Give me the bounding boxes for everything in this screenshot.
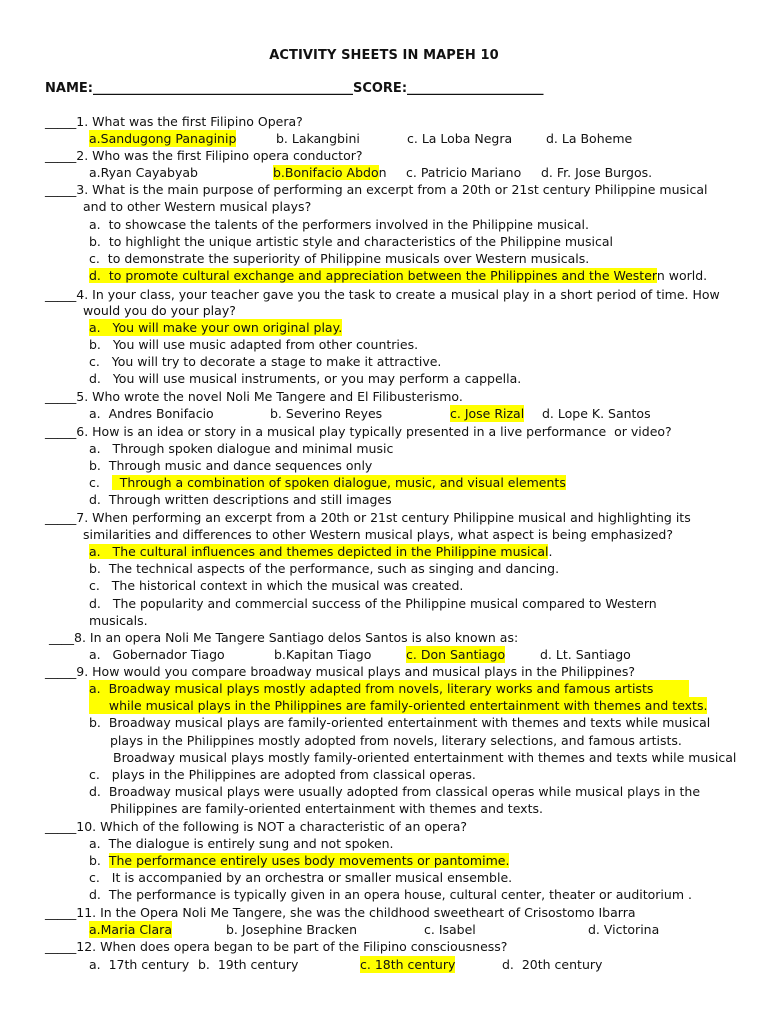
q9-option-c-line1: Broadway musical plays mostly family-oriented entertainment with themes and texts while musical xyxy=(113,750,737,765)
q4-option-d: d. You will use musical instruments, or you may perform a cappella. xyxy=(89,371,522,386)
q3-option-c: c. to demonstrate the superiority of Philippine musicals over Western musicals. xyxy=(89,251,590,266)
q2-option-c: c. Patricio Mariano xyxy=(406,165,522,180)
q7-option-a-highlight: a. The cultural influences and themes depicted in the Philippine musical xyxy=(89,544,549,559)
q1-stem: _____1. What was the first Filipino Opera? xyxy=(45,114,303,129)
name-score-line xyxy=(45,80,544,97)
q9-option-d-line1: d. Broadway musical plays were usually adopted from classical operas while musical plays in the xyxy=(89,784,701,799)
name-label: NAME: xyxy=(45,81,93,96)
q7-option-b: b. The technical aspects of the performance, such as singing and dancing. xyxy=(89,561,560,576)
q2-option-a: a.Ryan Cayabyab xyxy=(89,165,198,180)
q5-option-a: a. Andres Bonifacio xyxy=(89,406,214,421)
page-title: ACTIVITY SHEETS IN MAPEH 10 xyxy=(269,48,499,63)
score-label: SCORE: xyxy=(352,81,408,96)
q3-stem-line1: _____3. What is the main purpose of performing an excerpt from a 20th or 21st century Philippine musical xyxy=(45,182,708,197)
q7-option-a-rest: . xyxy=(548,544,553,559)
q5-option-d: d. Lope K. Santos xyxy=(542,406,651,421)
q7-option-c: c. The historical context in which the musical was created. xyxy=(89,578,464,593)
q12-option-d: d. 20th century xyxy=(502,957,603,972)
q10-option-b xyxy=(89,852,509,869)
q6-option-d: d. Through written descriptions and still images xyxy=(89,492,392,507)
q10-option-b-label: b. xyxy=(89,853,101,868)
q7-option-d-line2: musicals. xyxy=(89,613,148,628)
q2-option-d: d. Fr. Jose Burgos. xyxy=(541,165,653,180)
q8-option-a: a. Gobernador Tiago xyxy=(89,647,225,662)
q7-option-a xyxy=(89,543,552,560)
q10-option-b-highlight: The performance entirely uses body movements or pantomime. xyxy=(108,853,510,868)
q4-option-c: c. You will try to decorate a stage to make it attractive. xyxy=(89,354,442,369)
q4-option-a: a. You will make your own original play. xyxy=(89,320,343,335)
q11-option-a: a.Maria Clara xyxy=(89,922,172,937)
q8-option-c: c. Don Santiago xyxy=(406,647,506,662)
q9-option-c-line2: c. plays in the Philippines are adopted from classical operas. xyxy=(89,767,476,782)
q10-option-c: c. It is accompanied by an orchestra or smaller musical ensemble. xyxy=(89,870,513,885)
q7-stem-line2: similarities and differences to other Western musical plays, what aspect is being emphasized? xyxy=(83,527,673,542)
q1-option-d: d. La Boheme xyxy=(546,131,633,146)
q8-stem: ____8. In an opera Noli Me Tangere Santiago delos Santos is also known as: xyxy=(49,630,519,645)
q5-option-c: c. Jose Rizal xyxy=(450,406,525,421)
q8-option-b: b.Kapitan Tiago xyxy=(274,647,372,662)
q1-option-b: b. Lakangbini xyxy=(276,131,360,146)
q4-stem-line1: _____4. In your class, your teacher gave you the task to create a musical play in a short period of time. How xyxy=(45,287,720,302)
score-blank[interactable]: _____________________ xyxy=(407,81,544,96)
q2-stem: _____2. Who was the first Filipino opera conductor? xyxy=(45,148,363,163)
q5-stem: _____5. Who wrote the novel Noli Me Tangere and El Filibusterismo. xyxy=(45,389,463,404)
q4-option-b: b. You will use music adapted from other countries. xyxy=(89,337,419,352)
q2-option-b-rest: n xyxy=(378,165,387,180)
q10-option-d: d. The performance is typically given in an opera house, cultural center, theater or auditorium . xyxy=(89,887,692,902)
q9-option-d-line2: Philippines are family-oriented entertainment with themes and texts. xyxy=(110,801,543,816)
q10-stem: _____10. Which of the following is NOT a characteristic of an opera? xyxy=(45,819,468,834)
name-blank[interactable]: ________________________________________ xyxy=(92,81,353,96)
q1-option-a: a.Sandugong Panaginip xyxy=(89,131,237,146)
q3-stem-line2: and to other Western musical plays? xyxy=(83,199,312,214)
q4-stem-line2: would you do your play? xyxy=(83,303,236,318)
q3-option-b: b. to highlight the unique artistic style and characteristics of the Philippine musical xyxy=(89,234,613,249)
q2-option-b xyxy=(273,164,387,181)
q6-option-b: b. Through music and dance sequences only xyxy=(89,458,373,473)
q11-stem: _____11. In the Opera Noli Me Tangere, she was the childhood sweetheart of Crisostomo Ibarra xyxy=(45,905,636,920)
q10-option-a: a. The dialogue is entirely sung and not spoken. xyxy=(89,836,394,851)
q3-option-a: a. to showcase the talents of the performers involved in the Philippine musical. xyxy=(89,217,590,232)
q12-option-c: c. 18th century xyxy=(360,957,456,972)
q8-option-d: d. Lt. Santiago xyxy=(540,647,631,662)
q9-option-b-line2: plays in the Philippines mostly adopted from novels, literary selections, and famous artists. xyxy=(110,733,682,748)
q5-option-b: b. Severino Reyes xyxy=(270,406,383,421)
q3-option-d-rest: n world. xyxy=(656,268,708,283)
q3-option-d xyxy=(89,267,707,284)
q11-option-d: d. Victorina xyxy=(588,922,660,937)
q3-option-d-highlight: d. to promote cultural exchange and appreciation between the Philippines and the Wester xyxy=(89,268,657,283)
q9-option-a-line1: a. Broadway musical plays mostly adapted from novels, literary works and famous artists xyxy=(89,680,689,697)
q9-stem: _____9. How would you compare broadway musical plays and musical plays in the Philippines? xyxy=(45,664,635,679)
q7-stem-line1: _____7. When performing an excerpt from a 20th or 21st century Philippine musical and highlighting its xyxy=(45,510,691,525)
q12-option-a: a. 17th century xyxy=(89,957,190,972)
q6-option-c-label: c. xyxy=(89,475,100,490)
q9-option-a-line2: while musical plays in the Philippines are family-oriented entertainment with themes and texts. xyxy=(89,698,708,713)
q12-stem: _____12. When does opera began to be part of the Filipino consciousness? xyxy=(45,939,508,954)
q11-option-b: b. Josephine Bracken xyxy=(226,922,357,937)
q6-option-c xyxy=(89,474,566,491)
q1-option-c: c. La Loba Negra xyxy=(407,131,513,146)
q11-option-c: c. Isabel xyxy=(424,922,476,937)
q12-option-b: b. 19th century xyxy=(198,957,299,972)
q6-option-a: a. Through spoken dialogue and minimal music xyxy=(89,441,394,456)
q6-stem: _____6. How is an idea or story in a musical play typically presented in a live performance or video? xyxy=(45,424,672,439)
q7-option-d-line1: d. The popularity and commercial success of the Philippine musical compared to Western xyxy=(89,596,657,611)
q2-option-b-highlight: b.Bonifacio Abdo xyxy=(273,165,379,180)
q6-option-c-highlight: Through a combination of spoken dialogue, music, and visual elements xyxy=(111,475,566,490)
q9-option-b-line1: b. Broadway musical plays are family-oriented entertainment with themes and texts while musical xyxy=(89,715,711,730)
